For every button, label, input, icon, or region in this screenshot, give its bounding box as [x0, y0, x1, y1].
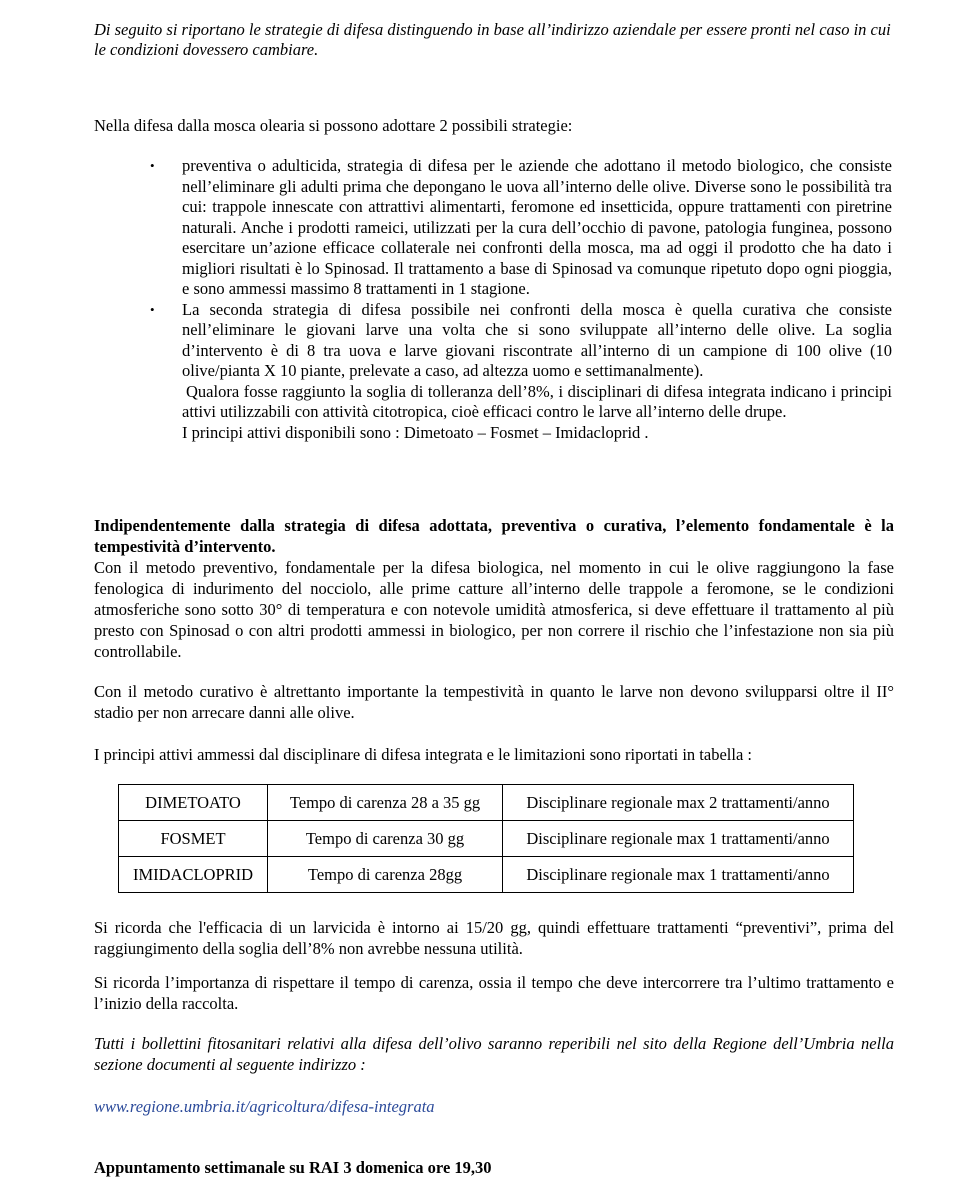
intro-paragraph: Di seguito si riportano le strategie di difesa distinguendo in base all’indirizzo aziendale per essere pronti nel caso in cui le condizioni dovessero cambiare.: [94, 20, 891, 59]
preventive-method-paragraph: Con il metodo preventivo, fondamentale per la difesa biologica, nel momento in cui le olive raggiungono la fase fenologica di indurimento del nocciolo, alle prime catture all’interno delle trappole a feromone, se le condizioni atmosferiche sono sotto 30° di temperatura e con notevole umidità atmosferica, si deve effettuare il trattamento al più presto con Spinosad o con altri prodotti ammessi in biologico, per non correre il rischio che l’infestazione non sia più controllabile.: [94, 558, 894, 661]
table-cell: Disciplinare regionale max 1 trattamenti/anno: [503, 821, 854, 857]
strategy-preventive-text: preventiva o adulticida, strategia di difesa per le aziende che adottano il metodo biologico, che consiste nell’eliminare gli adulti prima che depongano le uova all’interno delle olive. Diverse sono le possibilità tra cui: trappole innescate con attrattivi alimentarti, feromone ed insetticida, oppure trattamenti con piretrine naturali. Anche i prodotti rameici, utilizzati per la cura dell’occhio di pavone, patologia funginea, possono esercitare un’azione efficace collaterale nei confronti della mosca, ma ad oggi il prodotto che ha dato i migliori risultati è lo Spinosad. Il trattamento a base di Spinosad va comunque ripetuto dopo ogni pioggia, e sono ammessi massimo 8 trattamenti in 1 stagione.: [182, 156, 892, 298]
strategies-lead: Nella difesa dalla mosca olearia si possono adottare 2 possibili strategie:: [94, 116, 573, 135]
tolerance-threshold-text: Qualora fosse raggiunto la soglia di tolleranza dell’8%, i disciplinari di difesa integrata indicano i principi attivi utilizzabili con attività citotropica, cioè efficaci contro le larve all’interno delle drupe.: [182, 381, 892, 421]
curative-method-paragraph: Con il metodo curativo è altrettanto importante la tempestività in quanto le larve non devono svilupparsi oltre il II° stadio per non arrecare danni alle olive.: [94, 682, 894, 722]
table-cell: Tempo di carenza 28gg: [268, 857, 503, 893]
list-item: [150, 156, 892, 300]
table-cell: Disciplinare regionale max 1 trattamenti/anno: [503, 857, 854, 893]
table-cell: DIMETOATO: [119, 785, 268, 821]
table-cell: Tempo di carenza 30 gg: [268, 821, 503, 857]
harvest-interval-note: Si ricorda l’importanza di rispettare il tempo di carenza, ossia il tempo che deve intercorrere tra l’ultimo trattamento e l’inizio della raccolta.: [94, 973, 894, 1013]
table-intro: I principi attivi ammessi dal disciplinare di difesa integrata e le limitazioni sono riportati in tabella :: [94, 745, 752, 764]
strategies-list: [150, 156, 892, 443]
active-principles-text: I principi attivi disponibili sono : Dimetoato – Fosmet – Imidacloprid .: [182, 422, 649, 442]
list-item: [150, 299, 892, 444]
active-principles-table: [118, 784, 854, 893]
table-cell: Disciplinare regionale max 2 trattamenti/anno: [503, 785, 854, 821]
strategy-curative-text: La seconda strategia di difesa possibile nei confronti della mosca è quella curativa che consiste nell’eliminare le giovani larve una volta che si sono sviluppate all’interno delle olive. La soglia d’intervento è di 8 tra uova e larve giovani riscontrate all’interno di un campione di 100 olive (10 olive/pianta X 10 piante, prelevate a caso, ad altezza uomo e settimanalmente).: [182, 299, 892, 380]
larvicide-note: Si ricorda che l'efficacia di un larvicida è intorno ai 15/20 gg, quindi effettuare trattamenti “preventivi”, prima del raggiungimento della soglia dell’8% non avrebbe nessuna utilità.: [94, 918, 894, 958]
bullet-icon: •: [150, 301, 155, 317]
table-row: [119, 785, 854, 821]
bulletins-notice: Tutti i bollettini fitosanitari relativi alla difesa dell’olivo saranno reperibili nel sito della Regione dell’Umbria nella sezione documenti al seguente indirizzo :: [94, 1034, 894, 1074]
table-cell: IMIDACLOPRID: [119, 857, 268, 893]
weekly-appointment: Appuntamento settimanale su RAI 3 domenica ore 19,30: [94, 1158, 492, 1177]
bullet-icon: •: [150, 158, 155, 173]
table-cell: FOSMET: [119, 821, 268, 857]
timing-section: [94, 515, 894, 662]
table-cell: Tempo di carenza 28 a 35 gg: [268, 785, 503, 821]
table-row: [119, 821, 854, 857]
region-website-link[interactable]: www.regione.umbria.it/agricoltura/difesa-integrata: [94, 1097, 435, 1116]
timing-heading: Indipendentemente dalla strategia di difesa adottata, preventiva o curativa, l’elemento fondamentale è la tempestività d’intervento.: [94, 516, 894, 556]
table-row: [119, 857, 854, 893]
